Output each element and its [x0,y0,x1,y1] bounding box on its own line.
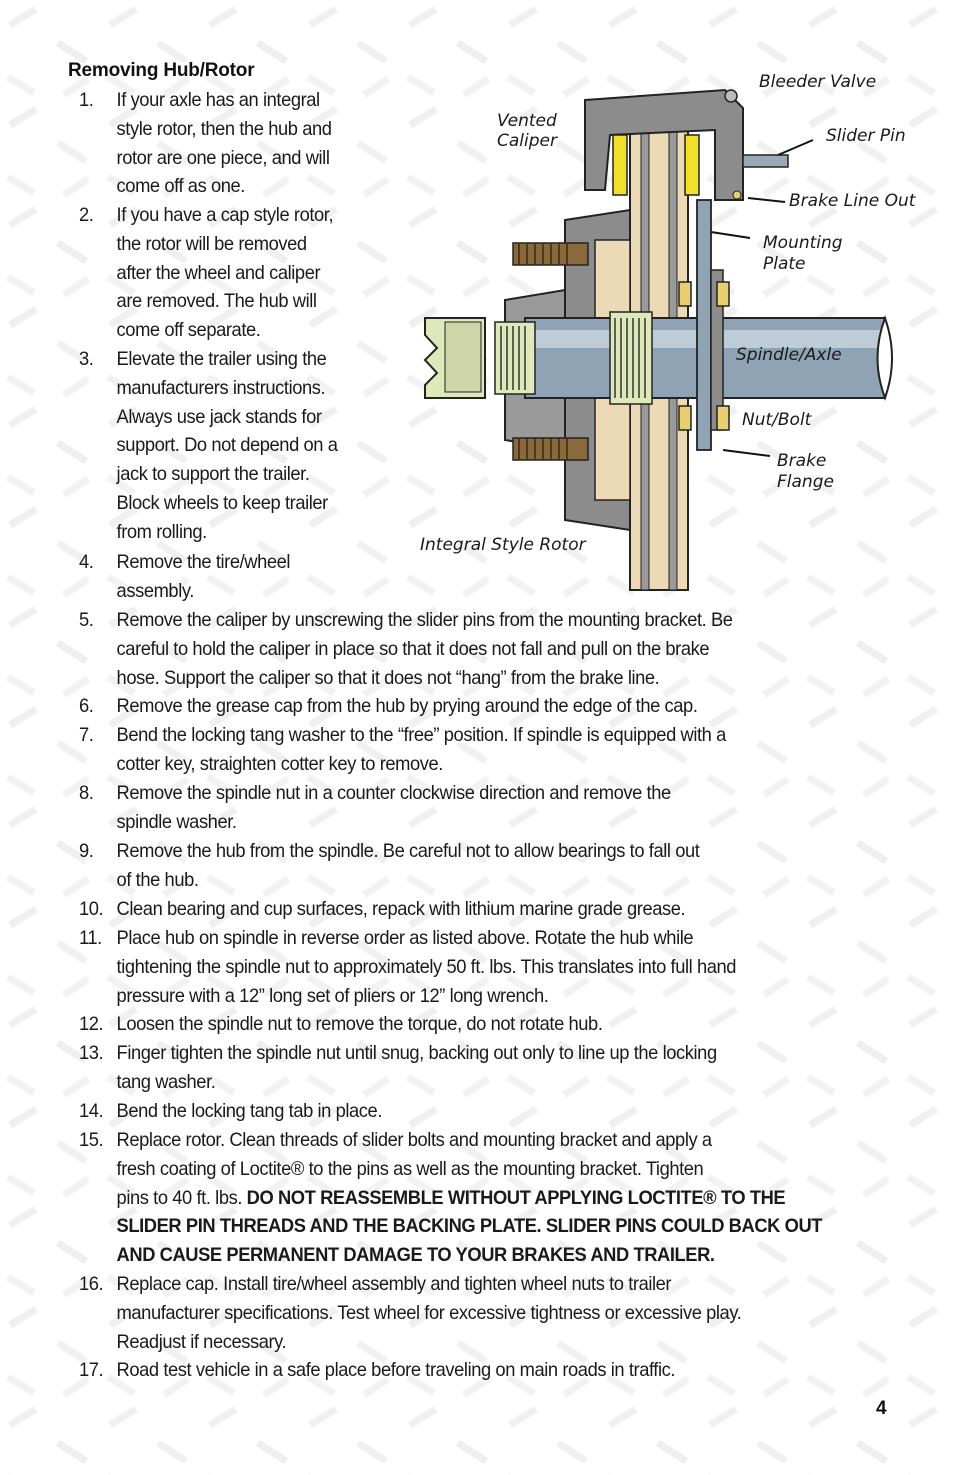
step-line: Replace cap. Install tire/wheel assembly and tighten wheel nuts to trailer [116,1273,672,1295]
step-line: Finger tighten the spindle nut until snug, backing out only to line up the locking [116,1042,717,1064]
label-slider-pin: Slider Pin [826,126,906,146]
step-line: Bend the locking tang tab in place. [116,1100,383,1122]
step-number: 3. [78,348,94,370]
step-line: jack to support the trailer. [116,463,310,486]
label-mounting-plate-1: Mounting [763,233,843,253]
section-heading: Removing Hub/Rotor [68,60,255,81]
step-line: the rotor will be removed [116,232,307,255]
step-number: 12. [78,1013,104,1035]
label-nut-bolt: Nut/Bolt [742,410,812,430]
page-number: 4 [876,1398,887,1419]
step-line: hose. Support the caliper so that it does not “hang” from the brake line. [116,666,660,689]
step-line: tightening the spindle nut to approximately 50 ft. lbs. This translates into full hand [116,955,737,978]
warning-text: AND CAUSE PERMANENT DAMAGE TO YOUR BRAKES AND TRAILER. [116,1244,715,1267]
step-line: pressure with a 12” long set of pliers or 12” long wrench. [116,984,549,1007]
step-line: Road test vehicle in a safe place before traveling on main roads in traffic. [116,1359,676,1381]
label-spindle-axle: Spindle/Axle [736,345,842,365]
label-mounting-plate-2: Plate [763,254,806,274]
label-vented-caliper-2: Caliper [497,131,557,151]
step-line: of the hub. [116,868,199,891]
wheel-stud-lower [513,438,588,460]
step-number: 14. [78,1100,104,1122]
step-line: style rotor, then the hub and [116,117,332,140]
step-line: Remove the spindle nut in a counter clockwise direction and remove the [116,782,671,804]
step-line: Remove the caliper by unscrewing the slider pins from the mounting bracket. Be [116,609,733,631]
step-line: Loosen the spindle nut to remove the torque, do not rotate hub. [116,1013,603,1035]
step-number: 10. [78,898,104,920]
step-number: 5. [78,609,94,631]
step-number: 13. [78,1042,104,1064]
step-line: cotter key, straighten cotter key to remove. [116,752,443,775]
step-line: If your axle has an integral [116,89,320,111]
step-line: support. Do not depend on a [116,434,338,457]
label-vented-caliper-1: Vented [497,111,557,131]
step-line: after the wheel and caliper [116,261,321,284]
label-brake-line-out: Brake Line Out [789,191,916,211]
warning-text: DO NOT REASSEMBLE WITHOUT APPLYING LOCTITE® TO THE [246,1186,786,1209]
warning-text: SLIDER PIN THREADS AND THE BACKING PLATE. SLIDER PINS COULD BACK OUT [116,1215,823,1238]
step-line: fresh coating of Loctite® to the pins as well as the mounting bracket. Tighten [116,1157,704,1180]
step-line: from rolling. [116,520,207,543]
nut-bolt-upper [679,282,691,306]
step-line: assembly. [116,579,194,602]
step-line: Remove the tire/wheel [116,551,291,573]
step-line: come off as one. [116,175,245,198]
slider-pin-shape [743,155,788,167]
step-line: Remove the hub from the spindle. Be careful not to allow bearings to fall out [116,840,700,862]
step-number: 16. [78,1273,104,1295]
step-line: Block wheels to keep trailer [116,491,328,514]
step-line: Place hub on spindle in reverse order as listed above. Rotate the hub while [116,927,694,949]
step-line: Always use jack stands for [116,405,322,428]
hub-rotor-diagram [415,60,935,600]
nut-bolt-lower [679,406,691,430]
step-line: manufacturers instructions. [116,376,326,399]
label-bleeder-valve: Bleeder Valve [759,72,877,92]
step-number: 2. [78,204,94,226]
label-integral-style-rotor: Integral Style Rotor [420,535,586,555]
step-line: Replace rotor. Clean threads of slider bolts and mounting bracket and apply a [116,1129,712,1151]
label-brake-flange-1: Brake [777,451,827,471]
step-line: Elevate the trailer using the [116,348,327,370]
step-number: 7. [78,724,94,746]
step-text-plain: pins to 40 ft. lbs. [116,1186,247,1209]
step-number: 6. [78,695,94,717]
step-number: 15. [78,1129,104,1151]
wheel-stud-upper [513,243,588,265]
step-line: tang washer. [116,1070,216,1093]
bleeder-valve-shape [725,90,737,102]
step-line: Readjust if necessary. [116,1330,287,1353]
step-number: 4. [78,551,94,573]
step-line: Bend the locking tang washer to the “free” position. If spindle is equipped with a [116,724,726,746]
step-number: 1. [78,89,94,111]
step-line: are removed. The hub will [116,290,317,313]
step-line: careful to hold the caliper in place so that it does not fall and pull on the brake [116,637,710,660]
step-line: manufacturer specifications. Test wheel for excessive tightness or excessive play. [116,1301,742,1324]
step-number: 11. [78,927,102,949]
step-number: 9. [78,840,94,862]
step-line: Clean bearing and cup surfaces, repack with lithium marine grade grease. [116,898,686,920]
step-line: Remove the grease cap from the hub by prying around the edge of the cap. [116,695,698,717]
step-number: 8. [78,782,94,804]
step-number: 17. [78,1359,104,1381]
mounting-plate [697,200,711,450]
label-brake-flange-2: Flange [777,472,834,492]
step-line: If you have a cap style rotor, [116,204,334,226]
step-line: come off separate. [116,319,261,342]
step-line [117,1184,897,1213]
step-line: rotor are one piece, and will [116,146,330,169]
step-line: spindle washer. [116,810,237,833]
